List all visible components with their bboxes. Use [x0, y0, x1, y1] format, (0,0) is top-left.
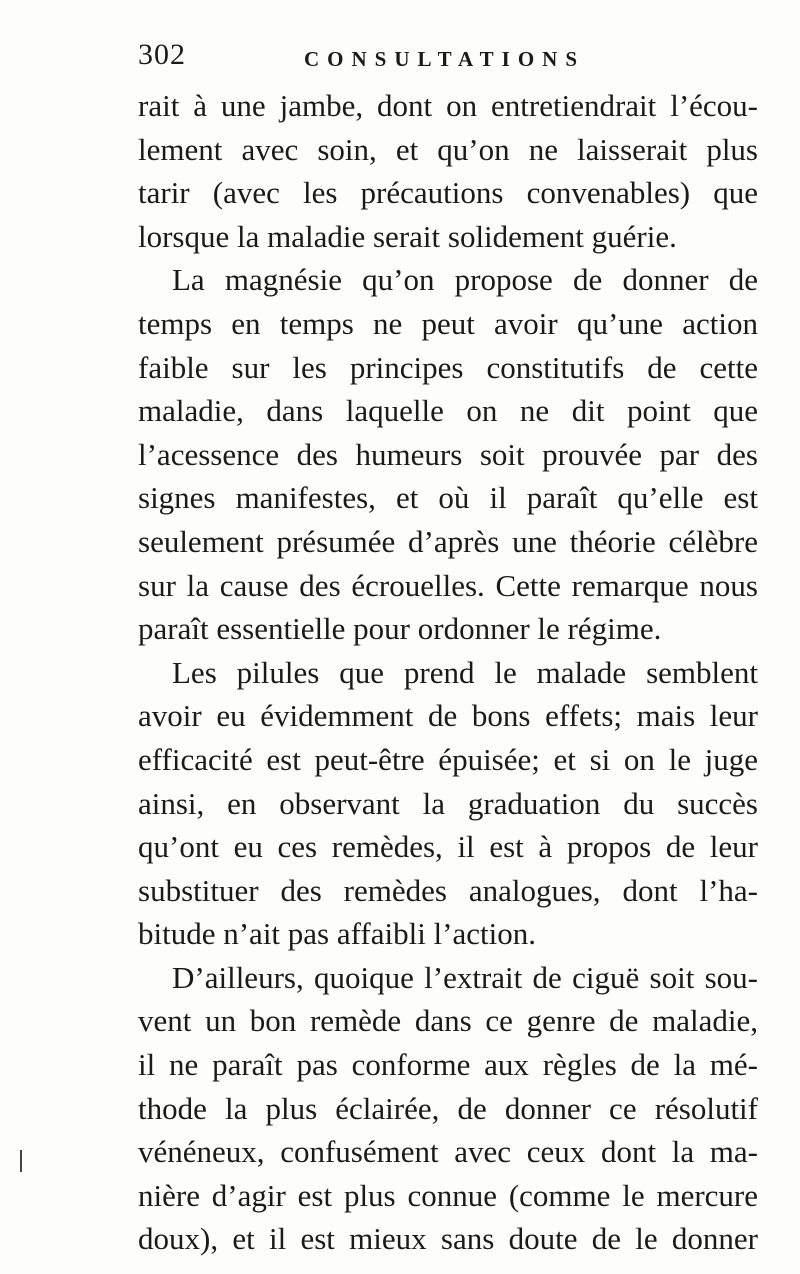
text-line: signes manifestes, et où il paraît qu’elle est	[138, 480, 758, 516]
text-line: D’ailleurs, quoique l’extrait de ciguë soit sou-	[172, 959, 758, 995]
text-line: thode la plus éclairée, de donner ce résolutif	[138, 1090, 758, 1126]
text-line: vent un bon remède dans ce genre de maladie,	[138, 1003, 758, 1039]
page-number: 302	[138, 38, 186, 71]
text-line: faible sur les principes constitutifs de cette	[138, 349, 758, 385]
text-line: lorsque la maladie serait solidement guérie.	[138, 218, 677, 254]
text-line: bitude n’ait pas affaibli l’action.	[138, 916, 536, 952]
text-line: il ne paraît pas conforme aux règles de la mé-	[138, 1047, 758, 1083]
text-line: La magnésie qu’on propose de donner de	[172, 262, 758, 298]
text-line: l’acessence des humeurs soit prouvée par des	[138, 436, 758, 472]
text-line: qu’ont eu ces remèdes, il est à propos de leur	[138, 829, 758, 865]
text-line: doux), et il est mieux sans doute de le donner	[138, 1221, 758, 1257]
text-line: avoir eu évidemment de bons effets; mais leur	[138, 698, 758, 734]
text-line: efficacité est peut-être épuisée; et si on le juge	[138, 741, 758, 777]
text-line: sur la cause des écrouelles. Cette remarque nous	[138, 567, 758, 603]
text-line: substituer des remèdes analogues, dont l’ha-	[138, 872, 758, 908]
body-text	[138, 84, 758, 1261]
text-line: seulement présumée d’après une théorie célèbre	[138, 523, 758, 559]
page-header	[138, 38, 758, 78]
text-line: lement avec soin, et qu’on ne laisserait plus	[138, 131, 758, 167]
text-line: temps en temps ne peut avoir qu’une action	[138, 305, 758, 341]
text-line: tarir (avec les précautions convenables) que	[138, 175, 758, 211]
text-line: vénéneux, confusément avec ceux dont la ma-	[138, 1134, 758, 1170]
text-line: ainsi, en observant la graduation du succès	[138, 785, 758, 821]
margin-mark	[20, 1150, 22, 1172]
text-line: rait à une jambe, dont on entretiendrait l’écou-	[138, 88, 758, 123]
text-line: nière d’agir est plus connue (comme le mercure	[138, 1177, 758, 1213]
text-line: paraît essentielle pour ordonner le régime.	[138, 611, 662, 647]
text-line: Les pilules que prend le malade semblent	[172, 654, 758, 690]
running-head: CONSULTATIONS	[304, 47, 586, 71]
text-line: maladie, dans laquelle on ne dit point que	[138, 393, 758, 429]
